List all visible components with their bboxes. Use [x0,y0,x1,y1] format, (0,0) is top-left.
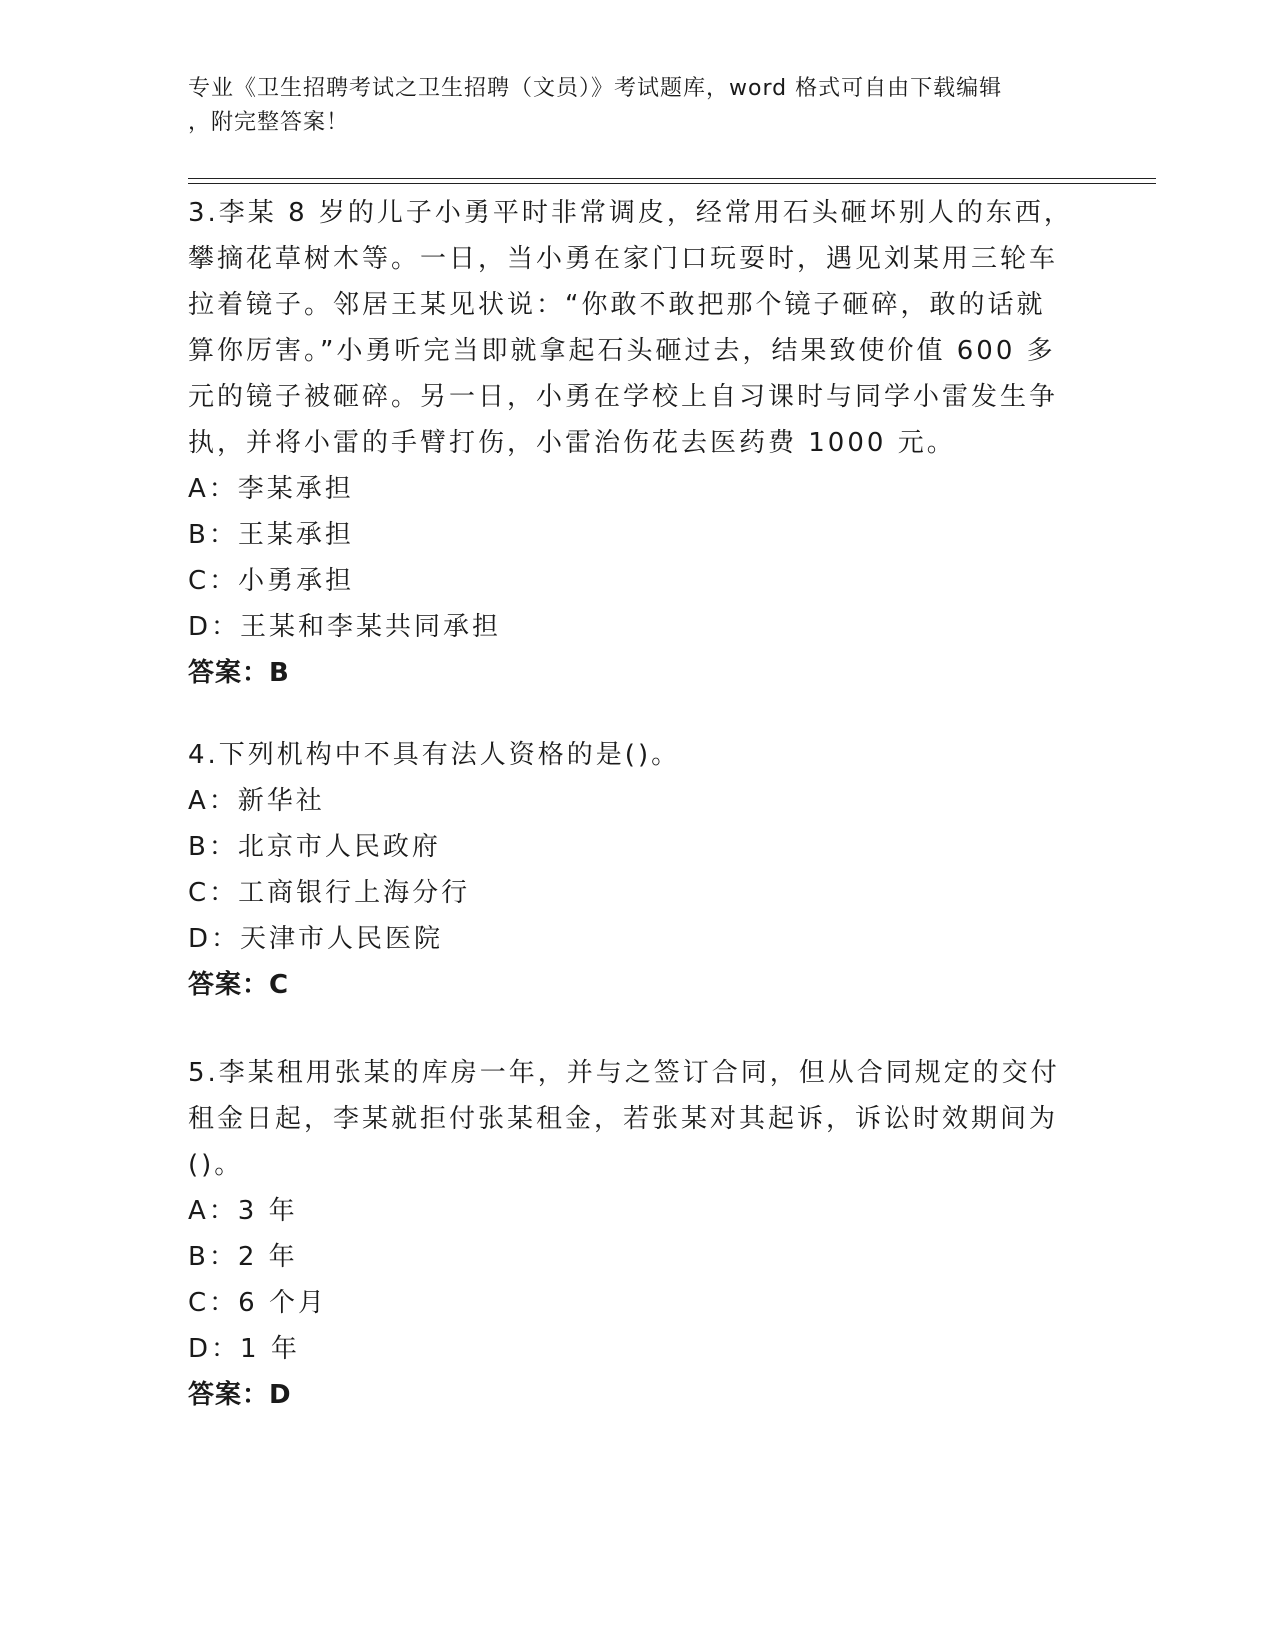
option-c: C：小勇承担 [188,566,355,596]
question-5 [188,1050,1060,1418]
question-stem-line: 执，并将小雷的手臂打伤，小雷治伤花去医药费 1000 元。 [188,428,956,458]
question-stem-line: 4.下列机构中不具有法人资格的是()。 [188,740,681,770]
question-stem-line: 租金日起，李某就拒付张某租金，若张某对其起诉，诉讼时效期间为 [188,1104,1059,1134]
option-d: D：1 年 [188,1334,300,1364]
option-a: A：新华社 [188,786,325,816]
header-divider-top [188,178,1156,179]
document-header [188,72,1068,140]
question-3 [188,190,1073,696]
answer-label: 答案：C [188,970,290,1000]
header-line-1: 专业《卫生招聘考试之卫生招聘（文员）》考试题库，word 格式可自由下载编辑 [188,76,1003,101]
question-stem-line: 算你厉害。”小勇听完当即就拿起石头砸过去，结果致使价值 600 多 [188,336,1056,366]
option-d: D：王某和李某共同承担 [188,612,502,642]
option-a: A：3 年 [188,1196,298,1226]
question-stem-line: 3.李某 8 岁的儿子小勇平时非常调皮，经常用石头砸坏别人的东西， [188,198,1073,228]
header-line-2: ，附完整答案！ [188,110,350,135]
question-stem-line: ()。 [188,1150,244,1180]
option-d: D：天津市人民医院 [188,924,444,954]
question-4 [188,732,680,1008]
option-b: B：王某承担 [188,520,354,550]
option-a: A：李某承担 [188,474,354,504]
option-c: C：工商银行上海分行 [188,878,471,908]
option-b: B：2 年 [188,1242,298,1272]
question-stem-line: 攀摘花草树木等。一日，当小勇在家门口玩耍时，遇见刘某用三轮车 [188,244,1059,274]
answer-label: 答案：D [188,1380,292,1410]
question-stem-line: 5.李某租用张某的库房一年，并与之签订合同，但从合同规定的交付 [188,1058,1060,1088]
question-stem-line: 拉着镜子。邻居王某见状说：“你敢不敢把那个镜子砸碎，敢的话就 [188,290,1046,320]
answer-label: 答案：B [188,658,290,688]
header-divider-bottom [188,183,1156,184]
option-b: B：北京市人民政府 [188,832,441,862]
question-stem-line: 元的镜子被砸碎。另一日，小勇在学校上自习课时与同学小雷发生争 [188,382,1059,412]
option-c: C：6 个月 [188,1288,327,1318]
